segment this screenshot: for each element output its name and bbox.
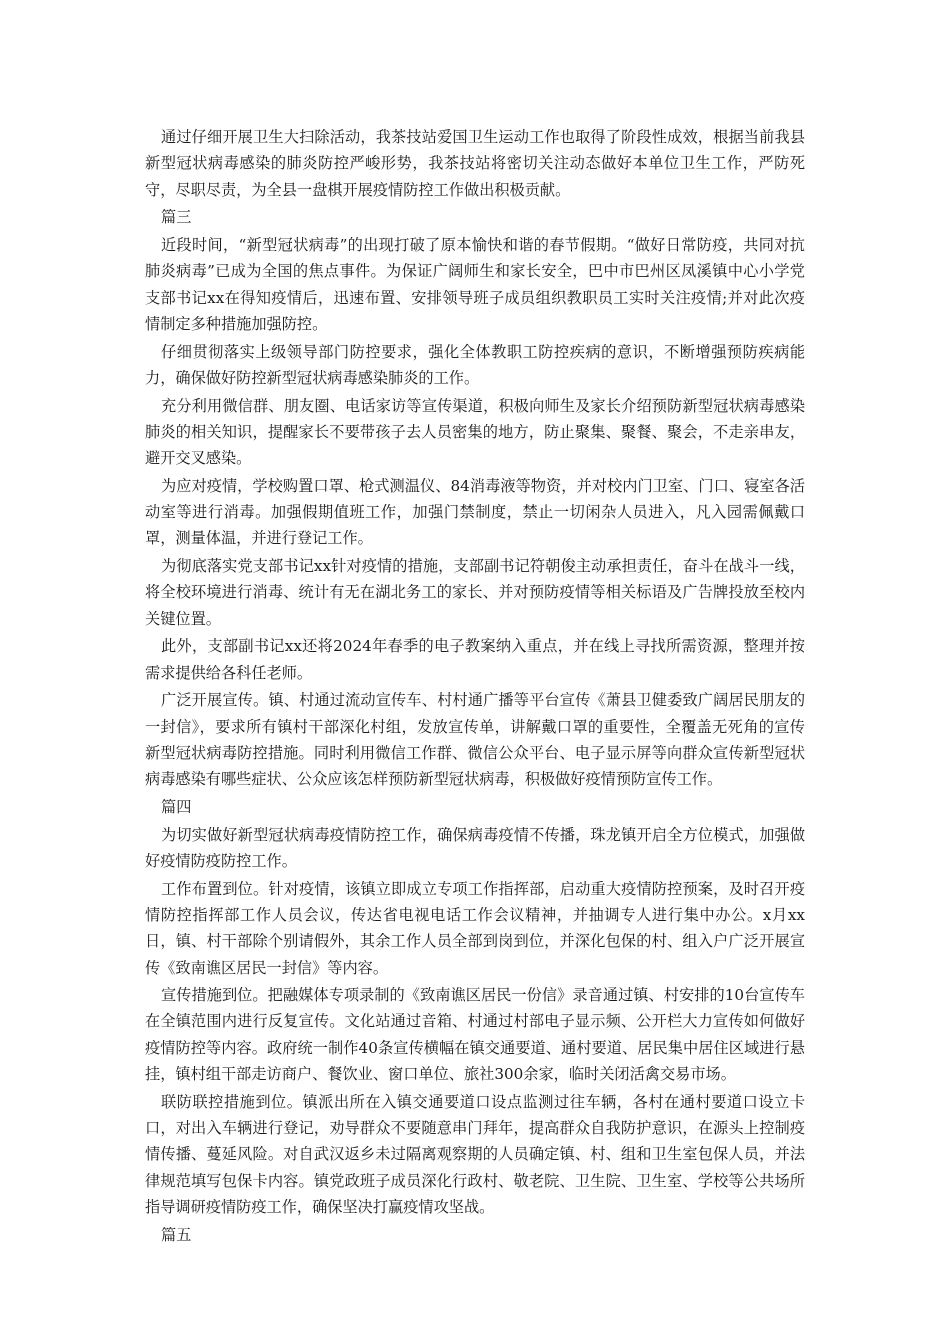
paragraph: 近段时间，“新型冠状病毒”的出现打破了原本愉快和谐的春节假期。“做好日常防疫，共同对抗肺炎病毒”已成为全国的焦点事件。为保证广阔师生和家长安全，巴中市巴州区凤溪镇中心小学党支部书记xx在得知疫情后，迅速布置、安排领导班子成员组织教职员工实时关注疫情;并对此次疫情制定多种措施加强防控。 bbox=[145, 235, 805, 333]
paragraph: 此外，支部副书记xx还将2024年春季的电子教案纳入重点，并在线上寻找所需资源，整理并按需求提供给各科任老师。 bbox=[145, 637, 805, 682]
document-body bbox=[145, 124, 805, 1249]
paragraph: 为彻底落实党支部书记xx针对疫情的措施，支部副书记符朝俊主动承担责任，奋斗在战斗一线，将全校环境进行消毒、统计有无在湖北务工的家长、并对预防疫情等相关标语及广告牌投放至校内关键位置。 bbox=[145, 557, 805, 628]
paragraph: 广泛开展宣传。镇、村通过流动宣传车、村村通广播等平台宣传《萧县卫健委致广阔居民朋友的一封信》，要求所有镇村干部深化村组，发放宣传单，讲解戴口罩的重要性，全覆盖无死角的宣传新型冠状病毒防控措施。同时利用微信工作群、微信公众平台、电子显示屏等向群众宣传新型冠状病毒感染有哪些症状、公众应该怎样预防新型冠状病毒，积极做好疫情预防宣传工作。 bbox=[145, 691, 805, 789]
paragraph: 联防联控措施到位。镇派出所在入镇交通要道口设点监测过往车辆，各村在通村要道口设立卡口，对出入车辆进行登记，劝导群众不要随意串门拜年，提高群众自我防护意识，在源头上控制疫情传播、蔓延风险。对自武汉返乡未过隔离观察期的人员确定镇、村、组和卫生室包保人员，并法律规范填写包保卡内容。镇党政班子成员深化行政村、敬老院、卫生院、卫生室、学校等公共场所指导调研疫情防疫工作，确保坚决打赢疫情攻坚战。 bbox=[145, 1092, 805, 1216]
paragraph: 通过仔细开展卫生大扫除活动，我茶技站爱国卫生运动工作也取得了阶段性成效，根据当前我县新型冠状病毒感染的肺炎防控严峻形势，我茶技站将密切关注动态做好本单位卫生工作，严防死守，尽职尽责，为全县一盘棋开展疫情防控工作做出积极贡献。 bbox=[145, 128, 805, 199]
paragraph: 工作布置到位。针对疫情，该镇立即成立专项工作指挥部，启动重大疫情防控预案，及时召开疫情防控指挥部工作人员会议，传达省电视电话工作会议精神，并抽调专人进行集中办公。x月xx日，镇、村干部除个别请假外，其余工作人员全部到岗到位，并深化包保的村、组入户广泛开展宣传《致南谯区居民一封信》等内容。 bbox=[145, 879, 805, 977]
paragraph: 为应对疫情，学校购置口罩、枪式测温仪、84消毒液等物资，并对校内门卫室、门口、寝室各活动室等进行消毒。加强假期值班工作，加强门禁制度，禁止一切闲杂人员进入，凡入园需佩戴口罩，测量体温，并进行登记工作。 bbox=[145, 476, 805, 548]
paragraph: 为切实做好新型冠状病毒疫情防控工作，确保病毒疫情不传播，珠龙镇开启全方位模式，加强做好疫情防疫防控工作。 bbox=[145, 825, 805, 870]
paragraph: 宣传措施到位。把融媒体专项录制的《致南谯区居民一份信》录音通过镇、村安排的10台宣传车在全镇范围内进行反复宣传。文化站通过音箱、村通过村部电子显示频、公开栏大力宣传如何做好疫情防控等内容。政府统一制作40条宣传横幅在镇交通要道、通村要道、居民集中居住区域进行悬挂，镇村组干部走访商户、餐饮业、窗口单位、旅社300余家，临时关闭活禽交易市场。 bbox=[145, 986, 805, 1084]
paragraph: 充分利用微信群、朋友圈、电话家访等宣传渠道，积极向师生及家长介绍预防新型冠状病毒感染肺炎的相关知识，提醒家长不要带孩子去人员密集的地方，防止聚集、聚餐、聚会，不走亲串友，避开交叉感染。 bbox=[145, 396, 805, 468]
paragraph: 仔细贯彻落实上级领导部门防控要求，强化全体教职工防控疾病的意识，不断增强预防疾病能力，确保做好防控新型冠状病毒感染肺炎的工作。 bbox=[145, 342, 805, 387]
section-heading: 篇三 bbox=[161, 208, 192, 227]
section-heading: 篇四 bbox=[161, 797, 192, 816]
section-heading: 篇五 bbox=[161, 1225, 192, 1244]
